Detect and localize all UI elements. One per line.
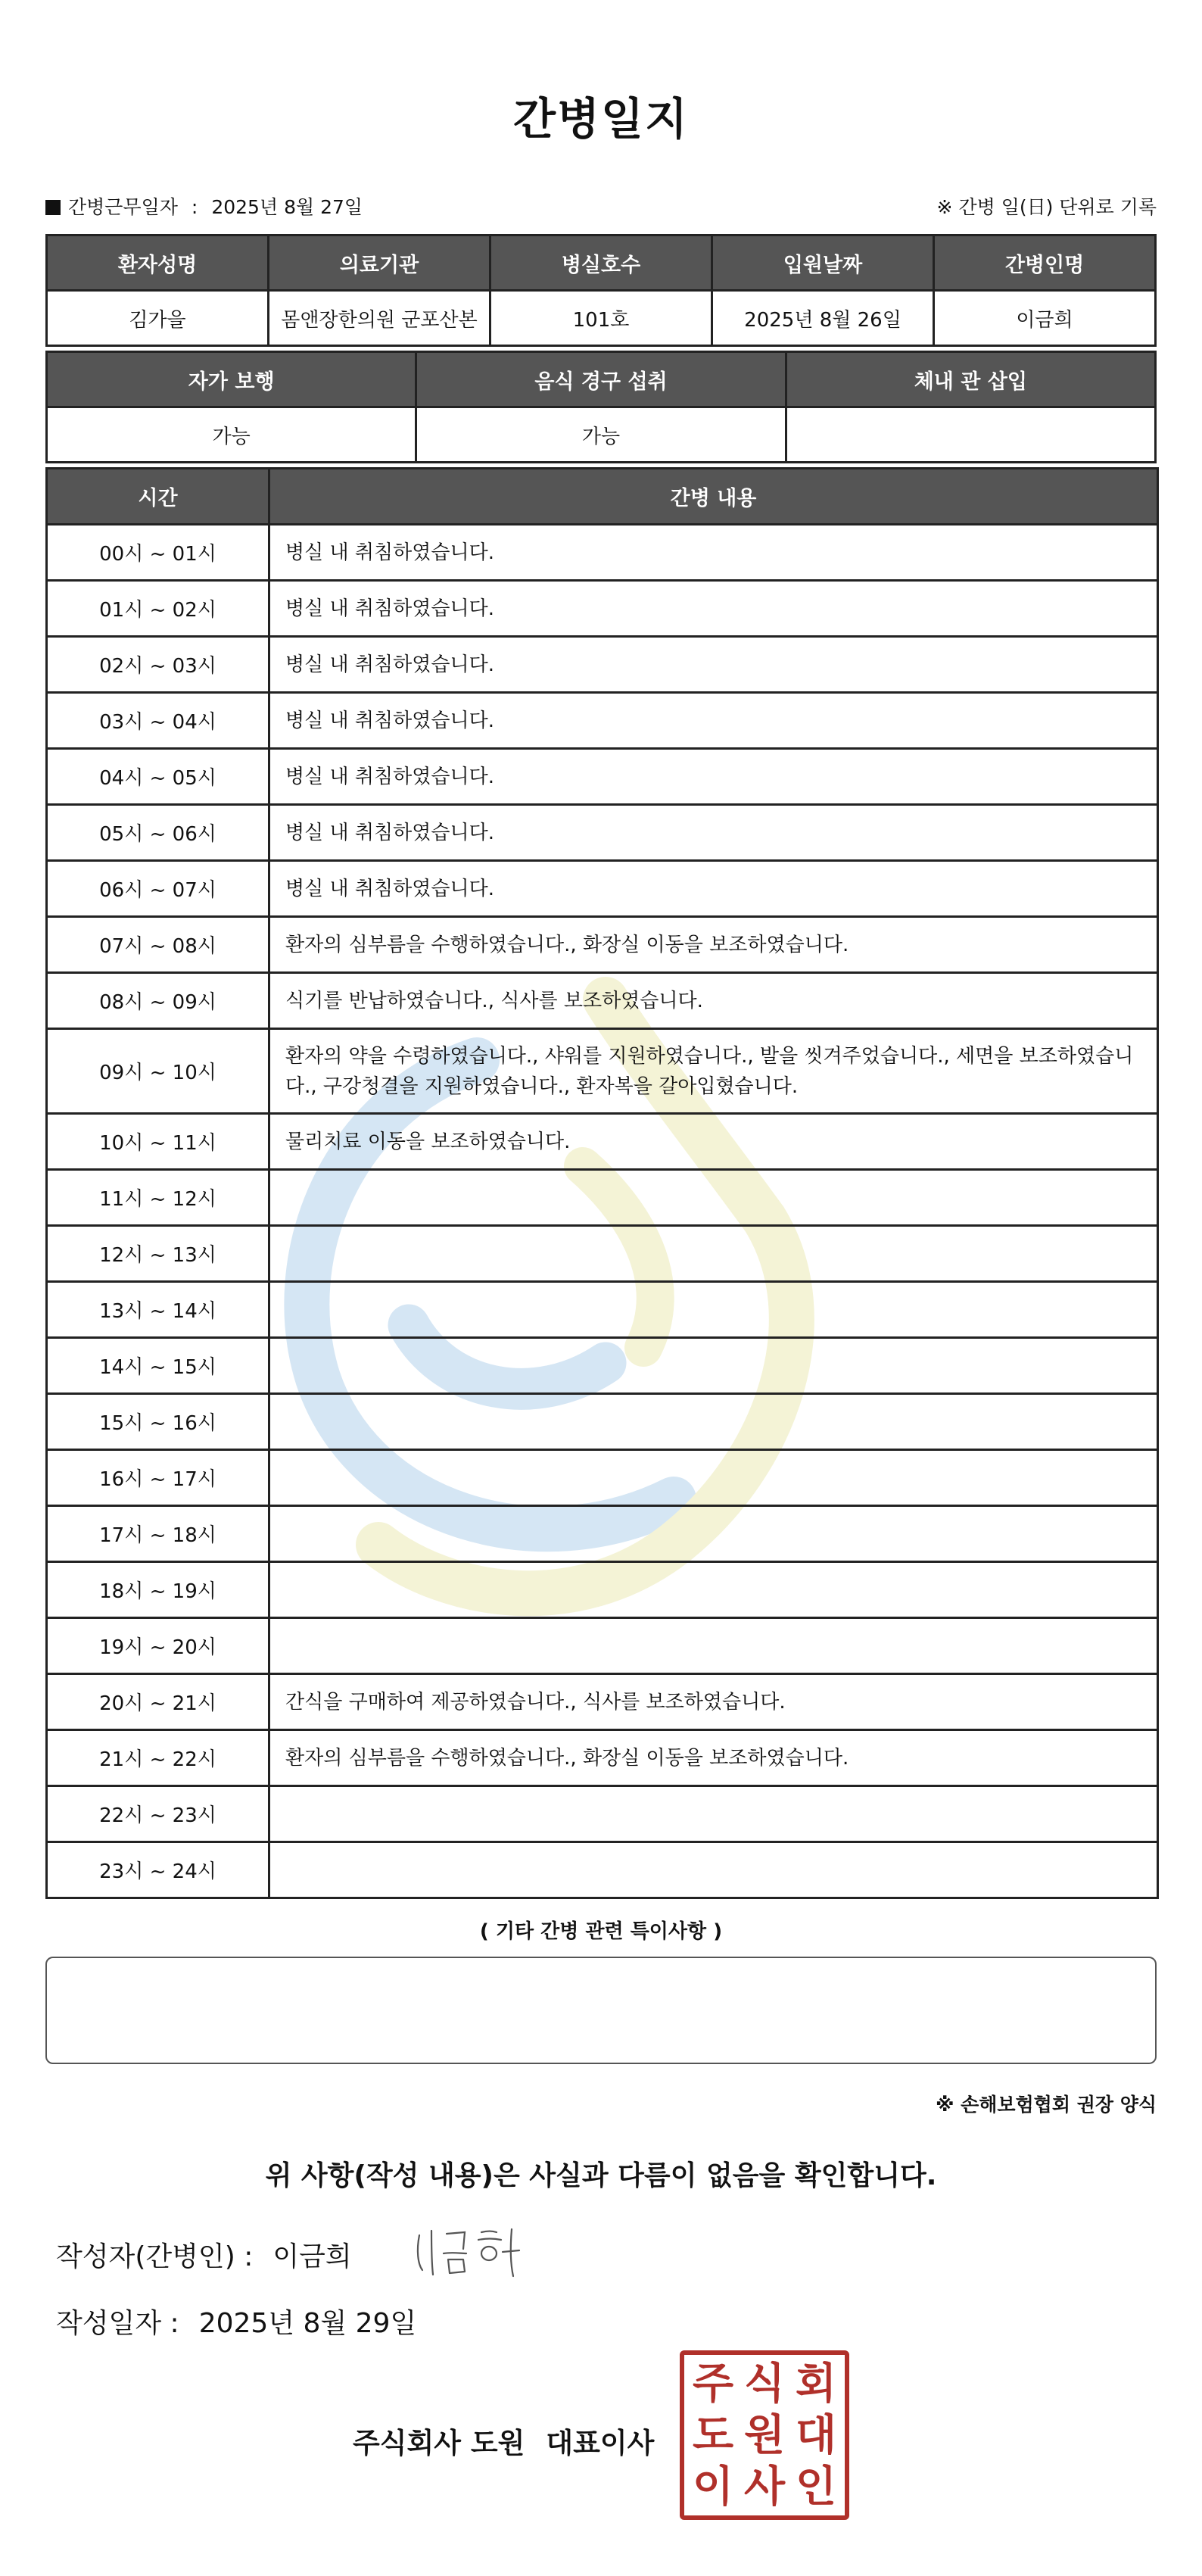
- log-row: [47, 1506, 1158, 1562]
- log-time: 14시 ~ 15시: [47, 1338, 269, 1394]
- header-self-walking: 자가 보행: [47, 352, 416, 407]
- log-time: 00시 ~ 01시: [47, 525, 269, 581]
- log-content: 병실 내 취침하였습니다.: [269, 805, 1158, 861]
- recommendation-note: ※ 손해보험협회 권장 양식: [936, 2094, 1157, 2116]
- record-unit-note: ※ 간병 일(日) 단위로 기록: [936, 196, 1157, 218]
- log-row: [47, 749, 1158, 805]
- log-content: 병실 내 취침하였습니다.: [269, 637, 1158, 693]
- log-row: [47, 637, 1158, 693]
- header-care-content: 간병 내용: [269, 469, 1158, 525]
- log-content: [269, 1282, 1158, 1338]
- representative-title: 대표이사: [546, 2427, 655, 2459]
- writer-label: 작성자(간병인) :: [56, 2241, 254, 2272]
- self-walking-value: 가능: [47, 407, 416, 463]
- log-row: [47, 805, 1158, 861]
- log-time: 08시 ~ 09시: [47, 973, 269, 1029]
- remarks-box: [45, 1957, 1157, 2064]
- hourly-care-log-table: [45, 467, 1159, 1899]
- written-date-label: 작성일자 :: [56, 2308, 179, 2339]
- seal-char: 원: [743, 2410, 786, 2460]
- log-time: 19시 ~ 20시: [47, 1618, 269, 1674]
- log-content: [269, 1786, 1158, 1842]
- hospital-name: 몸앤장한의원 군포산본: [269, 291, 490, 346]
- oral-intake-value: 가능: [416, 407, 786, 463]
- log-time: 22시 ~ 23시: [47, 1786, 269, 1842]
- header-room: 병실호수: [490, 235, 712, 291]
- log-row: [47, 1842, 1158, 1898]
- header-patient-name: 환자성명: [47, 235, 269, 291]
- work-date-row: [45, 192, 363, 220]
- log-content: [269, 1842, 1158, 1898]
- log-content: 병실 내 취침하였습니다.: [269, 581, 1158, 637]
- log-content: [269, 1338, 1158, 1394]
- seal-char: 사: [743, 2462, 786, 2512]
- written-date-row: [56, 2302, 416, 2341]
- log-content: [269, 1226, 1158, 1282]
- seal-char: 도: [692, 2410, 734, 2460]
- header-hospital: 의료기관: [269, 235, 490, 291]
- log-content: 간식을 구매하여 제공하였습니다., 식사를 보조하였습니다.: [269, 1674, 1158, 1730]
- company-name: 주식회사 도원: [353, 2427, 525, 2459]
- patient-name: 김가을: [47, 291, 269, 346]
- colon: :: [191, 196, 198, 218]
- log-time: 16시 ~ 17시: [47, 1450, 269, 1506]
- seal-char: 식: [743, 2359, 786, 2409]
- log-row: [47, 1226, 1158, 1282]
- log-content: 식기를 반납하였습니다., 식사를 보조하였습니다.: [269, 973, 1158, 1029]
- room-number: 101호: [490, 291, 712, 346]
- square-bullet-icon: [45, 200, 61, 215]
- log-time: 12시 ~ 13시: [47, 1226, 269, 1282]
- log-time: 04시 ~ 05시: [47, 749, 269, 805]
- remarks-title: ( 기타 간병 관련 특이사항 ): [479, 1920, 723, 1943]
- written-date-value: 2025년 8월 29일: [198, 2308, 417, 2339]
- seal-char: 대: [795, 2410, 837, 2460]
- log-time: 15시 ~ 16시: [47, 1394, 269, 1450]
- header-tube-insertion: 체내 관 삽입: [786, 352, 1155, 407]
- seal-char: 주: [692, 2359, 734, 2409]
- log-row: [47, 693, 1158, 749]
- log-time: 13시 ~ 14시: [47, 1282, 269, 1338]
- log-row: [47, 1338, 1158, 1394]
- patient-status-table: [45, 351, 1157, 463]
- log-row: [47, 1114, 1158, 1170]
- seal-char: 회: [795, 2359, 837, 2409]
- log-content: [269, 1506, 1158, 1562]
- log-time: 05시 ~ 06시: [47, 805, 269, 861]
- seal-char: 이: [692, 2462, 734, 2512]
- log-row: [47, 917, 1158, 973]
- log-time: 10시 ~ 11시: [47, 1114, 269, 1170]
- log-time: 01시 ~ 02시: [47, 581, 269, 637]
- log-row: [47, 1450, 1158, 1506]
- log-row: [47, 1730, 1158, 1786]
- writer-row: [56, 2235, 352, 2274]
- log-row: [47, 1394, 1158, 1450]
- log-content: [269, 1450, 1158, 1506]
- handwritten-signature: [409, 2220, 530, 2281]
- work-date-label: 간병근무일자: [68, 196, 178, 218]
- log-content: 병실 내 취침하였습니다.: [269, 861, 1158, 917]
- header-caregiver-name: 간병인명: [934, 235, 1156, 291]
- log-content: [269, 1618, 1158, 1674]
- log-content: 환자의 약을 수령하였습니다., 샤워를 지원하였습니다., 발을 씻겨주었습니다., 세면을 보조하였습니다., 구강청결을 지원하였습니다., 환자복을 갈아입혔습니다.: [269, 1029, 1158, 1114]
- log-row: [47, 861, 1158, 917]
- log-time: 17시 ~ 18시: [47, 1506, 269, 1562]
- log-row: [47, 525, 1158, 581]
- log-content: 환자의 심부름을 수행하였습니다., 화장실 이동을 보조하였습니다.: [269, 917, 1158, 973]
- log-content: [269, 1170, 1158, 1226]
- seal-char: 인: [795, 2462, 837, 2512]
- log-time: 11시 ~ 12시: [47, 1170, 269, 1226]
- log-row: [47, 1562, 1158, 1618]
- log-time: 02시 ~ 03시: [47, 637, 269, 693]
- log-time: 03시 ~ 04시: [47, 693, 269, 749]
- log-time: 21시 ~ 22시: [47, 1730, 269, 1786]
- log-row: [47, 1786, 1158, 1842]
- patient-info-table: [45, 234, 1157, 347]
- log-row: [47, 581, 1158, 637]
- tube-insertion-value: [786, 407, 1155, 463]
- admission-date: 2025년 8월 26일: [712, 291, 934, 346]
- writer-name: 이금희: [272, 2241, 352, 2272]
- log-row: [47, 1029, 1158, 1114]
- log-row: [47, 1618, 1158, 1674]
- log-row: [47, 1674, 1158, 1730]
- log-time: 23시 ~ 24시: [47, 1842, 269, 1898]
- log-content: [269, 1394, 1158, 1450]
- page-title: 간병일지: [512, 93, 690, 145]
- confirmation-statement: 위 사항(작성 내용)은 사실과 다름이 없음을 확인합니다.: [265, 2160, 937, 2191]
- log-content: 병실 내 취침하였습니다.: [269, 525, 1158, 581]
- subheader: [45, 192, 1157, 220]
- log-row: [47, 973, 1158, 1029]
- log-content: 환자의 심부름을 수행하였습니다., 화장실 이동을 보조하였습니다.: [269, 1730, 1158, 1786]
- log-time: 07시 ~ 08시: [47, 917, 269, 973]
- log-time: 09시 ~ 10시: [47, 1029, 269, 1114]
- log-time: 20시 ~ 21시: [47, 1674, 269, 1730]
- log-content: 병실 내 취침하였습니다.: [269, 749, 1158, 805]
- caregiver-name: 이금희: [934, 291, 1156, 346]
- company-seal-stamp: [680, 2350, 849, 2520]
- log-content: 물리치료 이동을 보조하였습니다.: [269, 1114, 1158, 1170]
- log-time: 18시 ~ 19시: [47, 1562, 269, 1618]
- header-oral-intake: 음식 경구 섭취: [416, 352, 786, 407]
- log-row: [47, 1170, 1158, 1226]
- work-date-value: 2025년 8월 27일: [211, 196, 363, 218]
- log-time: 06시 ~ 07시: [47, 861, 269, 917]
- company-signature-line: [353, 2420, 654, 2461]
- log-content: 병실 내 취침하였습니다.: [269, 693, 1158, 749]
- log-row: [47, 1282, 1158, 1338]
- header-time: 시간: [47, 469, 269, 525]
- header-admission-date: 입원날짜: [712, 235, 934, 291]
- log-content: [269, 1562, 1158, 1618]
